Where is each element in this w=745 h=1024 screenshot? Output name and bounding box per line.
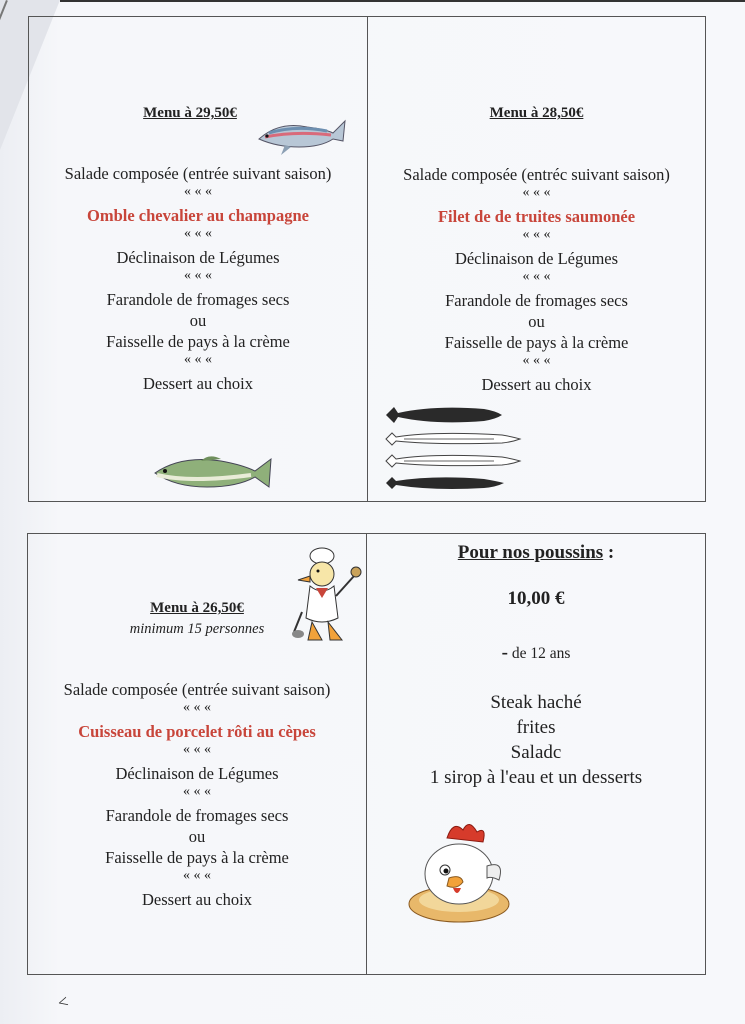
menu-line: Dessert au choix [143, 374, 253, 393]
kids-title-text: Pour nos poussins [457, 542, 604, 563]
separator: « « « [184, 226, 212, 241]
menu-subtitle: minimum 15 personnes [129, 621, 265, 637]
separator: « « « [522, 185, 551, 200]
kids-item: Saladc [510, 742, 562, 763]
menu-line: Salade composée (entréc suivant saison) [403, 165, 670, 184]
pen-mark: < [55, 991, 71, 1013]
menu-line: Salade composée (entrée suivant saison) [64, 164, 332, 183]
menu-main-dish: Omble chevalier au champagne [87, 206, 309, 225]
menu-line: ou [188, 827, 206, 846]
menu-line: Faisselle de pays à la crème [106, 332, 290, 351]
menu-line: Salade composée (entrée suivant saison) [63, 680, 331, 699]
menu-line: ou [528, 312, 545, 331]
menu-line: Dessert au choix [142, 890, 252, 909]
menu-main-dish: Cuisseau de porcelet rôti au cèpes [78, 722, 316, 741]
trout-icon [255, 115, 347, 157]
menu-line: Déclinaison de Légumes [115, 764, 279, 783]
menu-title: Menu à 26,50€ [150, 600, 244, 616]
kids-menu-panel [366, 533, 706, 975]
kids-age [367, 642, 705, 664]
menu-line: Farandole de fromages secs [106, 290, 290, 309]
kids-price: 10,00 € [507, 588, 565, 609]
menu-panel-26-50 [27, 533, 367, 975]
fish-icon [151, 453, 275, 493]
menu-panel-29-50 [28, 16, 368, 502]
menu-main-dish: Filet de de truites saumonée [437, 207, 636, 226]
kids-title-colon: : [603, 542, 615, 563]
separator: « « « [184, 268, 212, 283]
menu-line: Farandole de fromages secs [105, 806, 289, 825]
separator: « « « [183, 700, 211, 715]
separator: « « « [184, 352, 212, 367]
separator: « « « [184, 184, 212, 199]
separator: « « « [522, 353, 551, 368]
chef-duck-icon [292, 546, 366, 646]
page-top-edge [60, 0, 745, 2]
menu-panel-28-50 [367, 16, 706, 502]
menu-line: Déclinaison de Légumes [454, 249, 619, 268]
age-dash: - [501, 642, 508, 663]
kids-item: frites [516, 717, 556, 738]
menu-line: Farandole de fromages secs [445, 291, 628, 310]
menu-title: Menu à 28,50€ [489, 105, 584, 121]
kids-item: Steak haché [490, 692, 582, 713]
fish-silhouettes-icon [384, 403, 524, 493]
kids-item: 1 sirop à l'eau et un desserts [429, 767, 643, 788]
menu-line: Faisselle de pays à la crème [444, 333, 629, 352]
menu-line: Déclinaison de Légumes [116, 248, 280, 267]
menu-line: ou [189, 311, 207, 330]
kids-title [367, 542, 705, 564]
age-text: de 12 ans [511, 645, 571, 662]
separator: « « « [522, 227, 551, 242]
chick-icon [407, 816, 513, 926]
separator: « « « [183, 742, 211, 757]
separator: « « « [522, 269, 551, 284]
separator: « « « [183, 868, 211, 883]
menu-title: Menu à 29,50€ [143, 105, 237, 121]
separator: « « « [183, 784, 211, 799]
menu-line: Dessert au choix [481, 375, 592, 394]
menu-line: Faisselle de pays à la crème [105, 848, 289, 867]
